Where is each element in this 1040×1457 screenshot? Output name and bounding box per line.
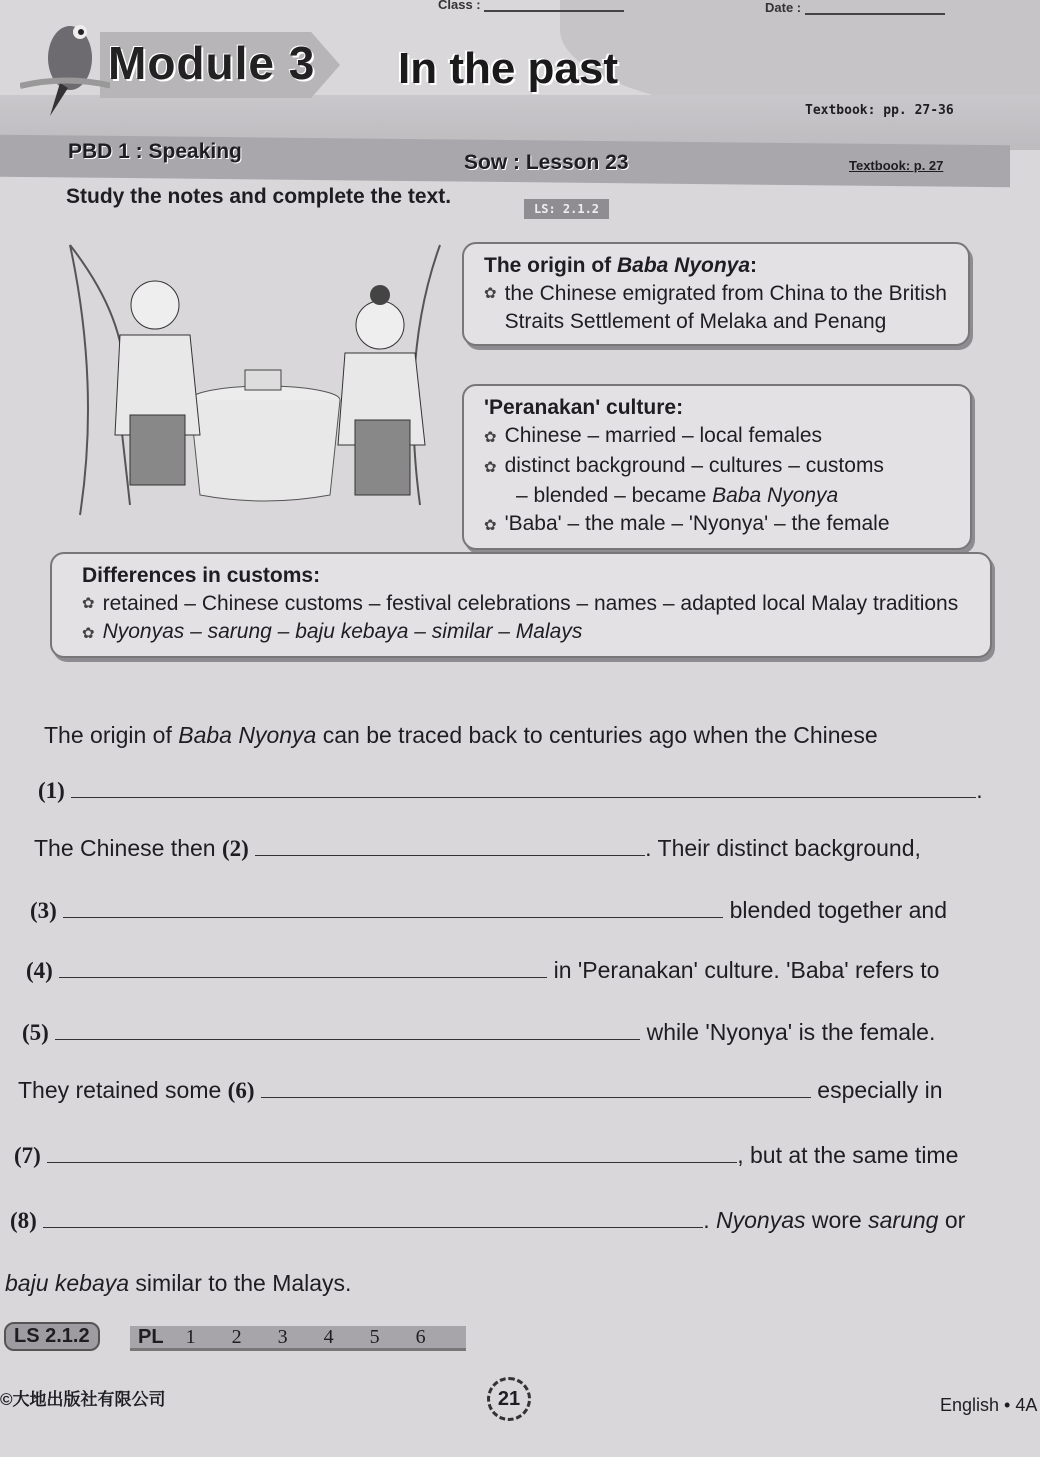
note-item: ✿ Nyonyas – sarung – baju kebaya – similar – Malays bbox=[82, 620, 583, 643]
ls-tag: LS: 2.1.2 bbox=[524, 199, 609, 219]
note-customs-title: Differences in customs: bbox=[82, 564, 321, 587]
star-icon: ✿ bbox=[82, 595, 95, 612]
note-item-continued: – blended – became Baba Nyonya bbox=[516, 484, 839, 507]
answer-blank-3[interactable] bbox=[63, 897, 723, 918]
performance-level-bar bbox=[130, 1326, 466, 1351]
answer-blank-6[interactable] bbox=[261, 1077, 811, 1098]
note-customs bbox=[50, 552, 992, 658]
textbook-pages: Textbook: pp. 27-36 bbox=[805, 103, 954, 118]
pl-level[interactable]: 3 bbox=[277, 1325, 288, 1348]
answer-blank-2[interactable] bbox=[255, 835, 645, 856]
answer-blank-1[interactable] bbox=[71, 777, 976, 798]
baba-nyonya-illustration bbox=[60, 235, 460, 525]
pl-level[interactable]: 4 bbox=[323, 1325, 334, 1348]
star-icon: ✿ bbox=[484, 517, 497, 534]
note-culture-title: 'Peranakan' culture: bbox=[484, 396, 684, 419]
ls-badge: LS 2.1.2 bbox=[4, 1322, 100, 1351]
star-icon: ✿ bbox=[484, 429, 497, 446]
instruction: Study the notes and complete the text. bbox=[66, 185, 452, 208]
answer-blank-7[interactable] bbox=[47, 1142, 737, 1163]
class-field[interactable] bbox=[438, 0, 624, 12]
date-label: Date : bbox=[765, 0, 802, 15]
subject-label: English • 4A bbox=[940, 1395, 1038, 1415]
pl-level[interactable]: 5 bbox=[369, 1325, 380, 1348]
note-culture bbox=[462, 384, 972, 550]
note-item: ✿ 'Baba' – the male – 'Nyonya' – the female bbox=[484, 512, 890, 535]
passage-line: baju kebaya similar to the Malays. bbox=[5, 1270, 352, 1296]
passage-line: The origin of Baba Nyonya can be traced back to centuries ago when the Chinese bbox=[44, 722, 878, 748]
class-label: Class : bbox=[438, 0, 481, 12]
note-origin-title: The origin of Baba Nyonya: bbox=[484, 254, 758, 277]
star-icon: ✿ bbox=[82, 625, 95, 642]
note-origin bbox=[462, 242, 970, 346]
passage-line: They retained some (6) especially in bbox=[18, 1077, 943, 1103]
answer-blank-4[interactable] bbox=[59, 957, 547, 978]
note-item: ✿ Chinese – married – local females bbox=[484, 424, 823, 447]
passage-line: (3) blended together and bbox=[30, 897, 948, 923]
pl-level[interactable]: 2 bbox=[231, 1325, 242, 1348]
star-icon: ✿ bbox=[484, 459, 497, 476]
copyright: ©大地出版社有限公司 bbox=[0, 1390, 166, 1409]
date-field[interactable] bbox=[765, 0, 945, 15]
answer-blank-5[interactable] bbox=[55, 1019, 640, 1040]
pl-level[interactable]: 1 bbox=[185, 1325, 196, 1348]
star-icon: ✿ bbox=[484, 285, 497, 302]
passage-line: (8) . Nyonyas wore sarung or bbox=[10, 1207, 966, 1233]
module-title: In the past bbox=[398, 44, 619, 93]
sow-lesson: Sow : Lesson 23 bbox=[464, 151, 629, 174]
passage-line: (1) . bbox=[38, 777, 983, 803]
passage-line: (7) , but at the same time bbox=[14, 1142, 959, 1168]
pl-label: PL bbox=[138, 1325, 164, 1348]
answer-blank-8[interactable] bbox=[43, 1207, 703, 1228]
textbook-page: Textbook: p. 27 bbox=[849, 158, 944, 173]
module-number: Module 3 bbox=[108, 37, 316, 89]
note-item: ✿ retained – Chinese customs – festival celebrations – names – adapted local Malay traditions bbox=[82, 590, 970, 618]
page-number: 21 bbox=[487, 1377, 531, 1421]
note-item: ✿ distinct background – cultures – customs bbox=[484, 454, 884, 477]
pl-level[interactable]: 6 bbox=[415, 1325, 426, 1348]
passage-line: (5) while 'Nyonya' is the female. bbox=[22, 1019, 936, 1045]
passage-line: (4) in 'Peranakan' culture. 'Baba' refers to bbox=[26, 957, 940, 983]
passage-line: The Chinese then (2) . Their distinct background, bbox=[34, 835, 921, 861]
pbd-title: PBD 1 : Speaking bbox=[68, 140, 242, 163]
note-item: ✿ the Chinese emigrated from China to the British Straits Settlement of Melaka and Penang bbox=[484, 280, 948, 336]
parrot-icon bbox=[20, 8, 110, 118]
